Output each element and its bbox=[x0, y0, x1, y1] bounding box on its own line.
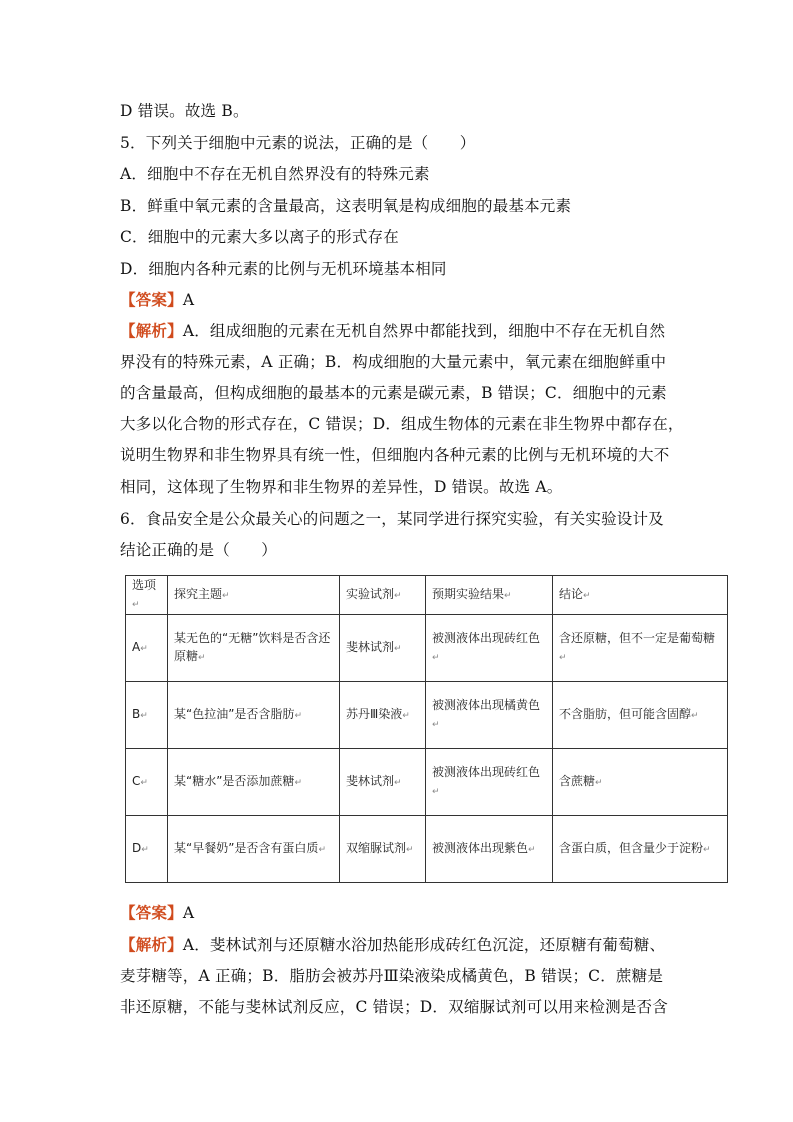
table-cell: 不含脂肪，但可能含固醇↵ bbox=[553, 682, 728, 749]
table-cell: A↵ bbox=[126, 615, 168, 682]
question-5-analysis-line-2: 界没有的特殊元素，A 正确；B．构成细胞的大量元素中，氧元素在细胞鲜重中 bbox=[120, 353, 667, 371]
question-6-stem-line-2: 结论正确的是（ ） bbox=[120, 541, 278, 559]
table-cell: 斐林试剂↵ bbox=[340, 615, 426, 682]
table-cell: 含还原糖，但不一定是葡萄糖↵ bbox=[553, 615, 728, 682]
table-cell: C↵ bbox=[126, 749, 168, 816]
table-row bbox=[126, 749, 728, 816]
answer-tag: 【答案】 bbox=[120, 903, 183, 922]
question-5-option-d: D．细胞内各种元素的比例与无机环境基本相同 bbox=[120, 260, 447, 278]
table-header-cell: 实验试剂↵ bbox=[340, 576, 426, 615]
prev-answer-conclusion: D 错误。故选 B。 bbox=[120, 102, 249, 120]
table-cell: 含蛋白质，但含量少于淀粉↵ bbox=[553, 816, 728, 883]
table-cell: 被测液体出现砖红色↵ bbox=[426, 615, 553, 682]
table-cell: B↵ bbox=[126, 682, 168, 749]
table-row bbox=[126, 816, 728, 883]
question-6-analysis-line-2: 麦芽糖等，A 正确；B．脂肪会被苏丹Ⅲ染液染成橘黄色，B 错误；C．蔗糖是 bbox=[120, 967, 664, 985]
question-6-stem-line-1: 6．食品安全是公众最关心的问题之一，某同学进行探究实验，有关实验设计及 bbox=[120, 510, 664, 528]
table-cell: 苏丹Ⅲ染液↵ bbox=[340, 682, 426, 749]
table-header-cell: 结论↵ bbox=[553, 576, 728, 615]
table-cell: 某无色的“无糖”饮料是否含还原糖↵ bbox=[168, 615, 340, 682]
answer-value: A bbox=[182, 904, 195, 922]
table-cell: 斐林试剂↵ bbox=[340, 749, 426, 816]
table-cell: 双缩脲试剂↵ bbox=[340, 816, 426, 883]
table-header-cell: 探究主题↵ bbox=[168, 576, 340, 615]
answer-value: A bbox=[182, 291, 195, 309]
question-5-answer bbox=[120, 290, 690, 310]
table-cell: 含蔗糖↵ bbox=[553, 749, 728, 816]
question-6-analysis-line-1 bbox=[120, 935, 690, 955]
analysis-tag: 【解析】 bbox=[120, 935, 183, 954]
table-cell: D↵ bbox=[126, 816, 168, 883]
analysis-text: A．组成细胞的元素在无机自然界中都能找到，细胞中不存在无机自然 bbox=[182, 322, 666, 340]
question-5-analysis-line-6: 相同，这体现了生物界和非生物界的差异性，D 错误。故选 A。 bbox=[120, 478, 563, 496]
table-cell: 被测液体出现砖红色↵ bbox=[426, 749, 553, 816]
table-header-row bbox=[126, 576, 728, 615]
question-5-option-c: C．细胞中的元素大多以离子的形式存在 bbox=[120, 228, 399, 246]
question-5-analysis-line-3: 的含量最高，但构成细胞的最基本的元素是碳元素，B 错误；C．细胞中的元素 bbox=[120, 384, 667, 402]
question-5-analysis-line-4: 大多以化合物的形式存在，C 错误；D．组成生物体的元素在非生物界中都存在， bbox=[120, 415, 684, 433]
question-5-analysis-line-1 bbox=[120, 321, 690, 341]
table-header-cell: 选项↵ bbox=[126, 576, 168, 615]
table-header-cell: 预期实验结果↵ bbox=[426, 576, 553, 615]
table-cell: 被测液体出现橘黄色↵ bbox=[426, 682, 553, 749]
table-row bbox=[126, 615, 728, 682]
question-5-option-a: A．细胞中不存在无机自然界没有的特殊元素 bbox=[120, 165, 430, 183]
table-cell: 某“色拉油”是否含脂肪↵ bbox=[168, 682, 340, 749]
table-cell: 某“糖水”是否添加蔗糖↵ bbox=[168, 749, 340, 816]
table-row bbox=[126, 682, 728, 749]
table-cell: 被测液体出现紫色↵ bbox=[426, 816, 553, 883]
question-5-analysis-line-5: 说明生物界和非生物界具有统一性，但细胞内各种元素的比例与无机环境的大不 bbox=[120, 446, 670, 464]
analysis-text: A．斐林试剂与还原糖水浴加热能形成砖红色沉淀，还原糖有葡萄糖、 bbox=[182, 936, 666, 954]
table-cell: 某“早餐奶”是否含有蛋白质↵ bbox=[168, 816, 340, 883]
analysis-tag: 【解析】 bbox=[120, 321, 183, 340]
question-5-stem: 5．下列关于细胞中元素的说法，正确的是（ ） bbox=[120, 134, 476, 152]
question-5-option-b: B．鲜重中氧元素的含量最高，这表明氧是构成细胞的最基本元素 bbox=[120, 197, 572, 215]
answer-tag: 【答案】 bbox=[120, 290, 183, 309]
question-6-analysis-line-3: 非还原糖，不能与斐林试剂反应，C 错误；D．双缩脲试剂可以用来检测是否含 bbox=[120, 998, 668, 1016]
question-6-table bbox=[125, 575, 728, 883]
question-6-answer bbox=[120, 903, 690, 923]
